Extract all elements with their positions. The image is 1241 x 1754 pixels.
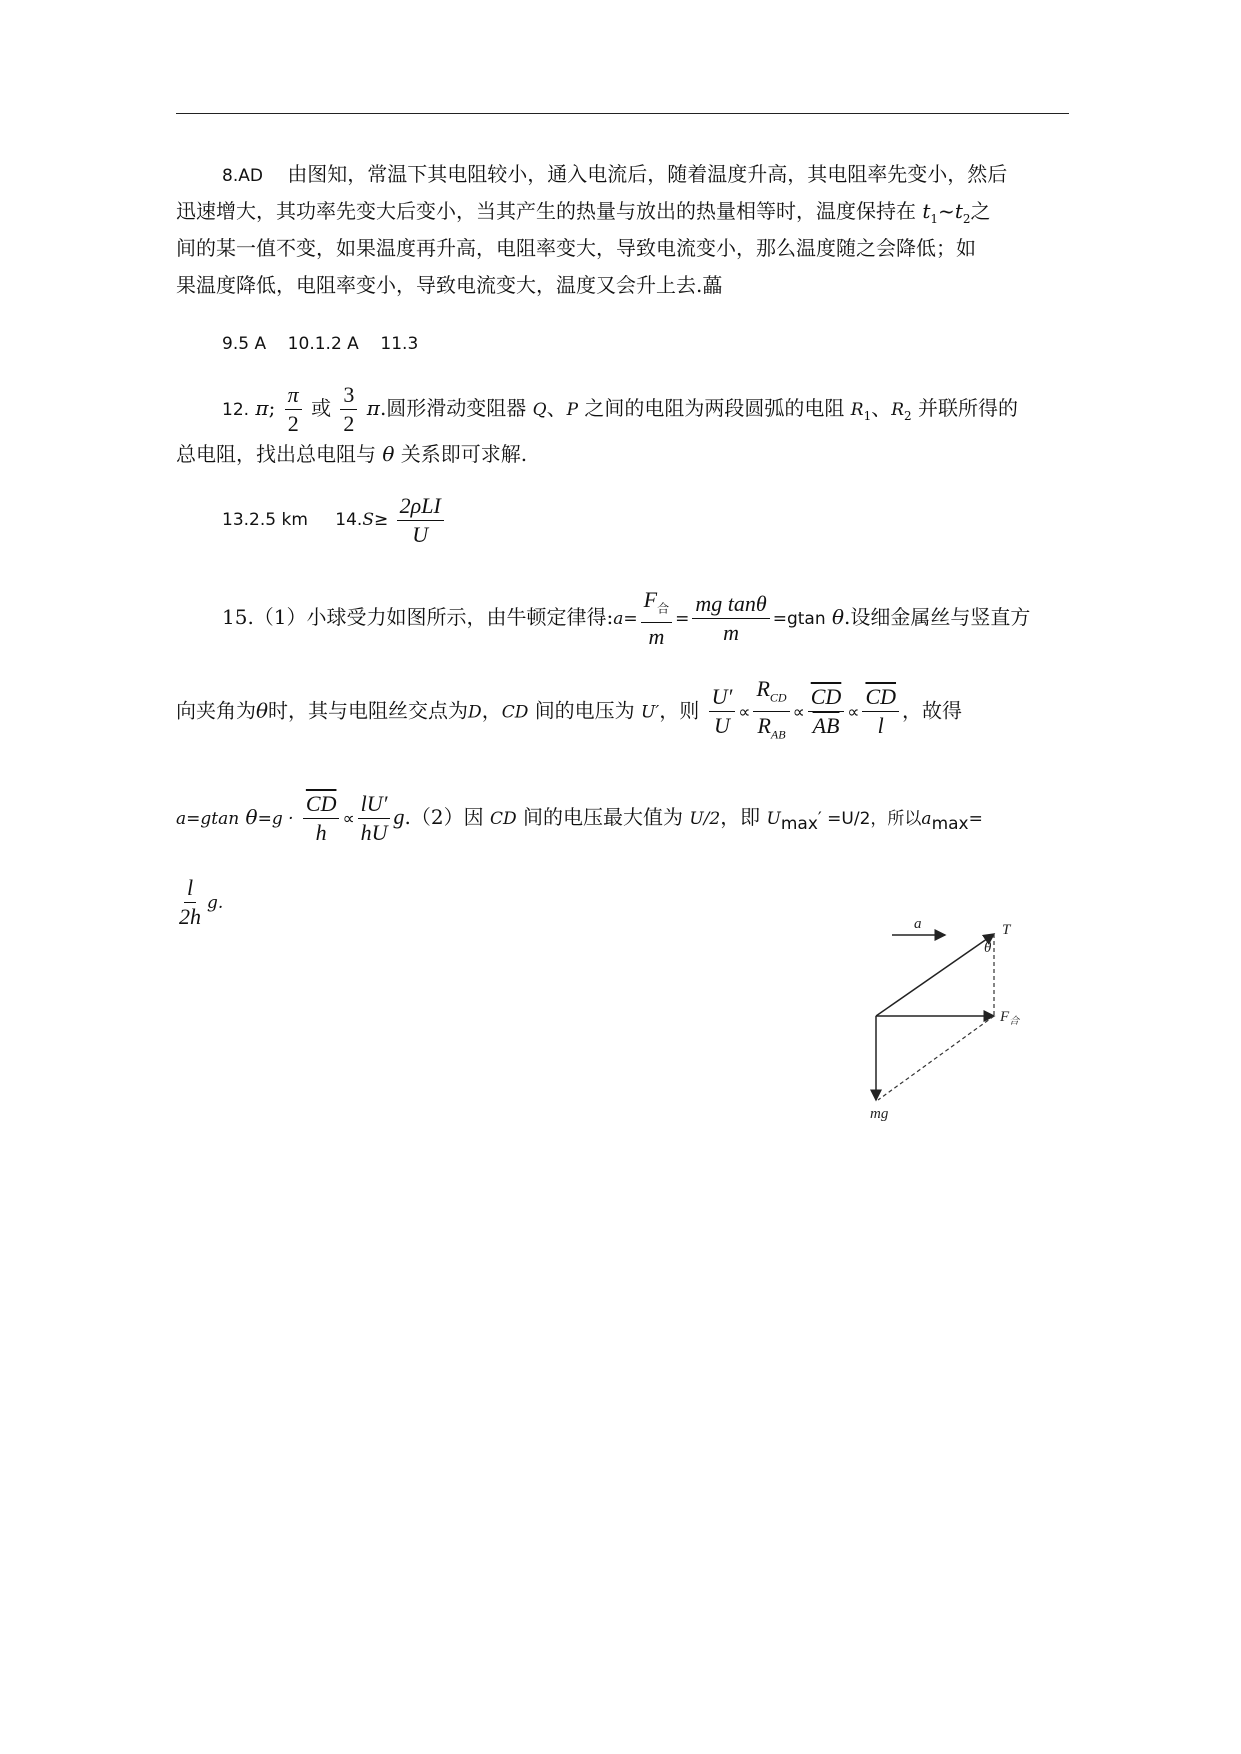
frac-numerator: π xyxy=(285,381,302,410)
answer-12-text-2b: 关系即可求解. xyxy=(400,442,528,466)
answer-15-line-4 xyxy=(176,866,223,938)
symbol-U: U xyxy=(766,809,781,829)
frac-numerator: l xyxy=(184,874,196,903)
t2-subscript: 2 xyxy=(962,212,971,226)
frac-denominator: U xyxy=(714,713,730,739)
answers-9-11: 9.5 A 10.1.2 A 11.3 xyxy=(222,334,419,354)
frac-denominator: hU xyxy=(360,820,388,845)
t1-subscript: 1 xyxy=(930,212,939,226)
frac-numerator: $\overline{CD}$ xyxy=(303,790,340,819)
frac-denominator: h xyxy=(315,820,327,845)
symbol-D: D xyxy=(468,702,482,723)
t1-symbol: t xyxy=(922,199,931,223)
answer-8-text-2b: 之 xyxy=(970,199,991,223)
fraction-CD-over-h xyxy=(303,790,340,847)
frac-denominator: l xyxy=(877,713,884,739)
answers-13-14 xyxy=(222,490,447,550)
frac-denominator: U xyxy=(412,521,429,547)
answer-15-text-3a: .（2）因 xyxy=(404,805,484,829)
frac-denominator: 2 xyxy=(343,411,355,436)
subscript-max: max xyxy=(931,814,969,834)
answer-15-text-2c: 间的电压为 xyxy=(534,698,635,723)
separator: 、 xyxy=(871,396,892,420)
proportional-symbol: ∝ xyxy=(792,702,805,723)
answer-8-text-2: 迅速增大，其功率先变大后变小，当其产生的热量与放出的热量相等时，温度保持在 xyxy=(176,199,916,223)
subscript: CD xyxy=(769,690,787,705)
fraction-F-over-m xyxy=(641,586,672,651)
geq-symbol: ≥ xyxy=(374,510,389,530)
frac-numerator: $\overline{CD}$ xyxy=(862,683,899,712)
fraction-2rhoLI-over-U xyxy=(397,492,444,549)
symbol-Q: Q xyxy=(532,400,547,420)
fraction-3-over-2 xyxy=(340,381,357,438)
answer-8-line-4 xyxy=(176,271,722,299)
answer-15-line-1 xyxy=(222,585,1030,651)
answer-15-text-3c: ，即 xyxy=(720,805,761,829)
answer-12-text-a: .圆形滑动变阻器 xyxy=(379,396,527,420)
answer-12-line-1 xyxy=(222,378,1018,446)
frac-numerator: U′ xyxy=(709,683,736,712)
dashed-diagonal xyxy=(878,1016,994,1100)
subscript: 1 xyxy=(863,409,872,423)
U-half: U/2 xyxy=(689,809,721,829)
answer-8-number: 8.AD xyxy=(222,166,263,186)
proportional-symbol: ∝ xyxy=(847,702,860,723)
answer-12-number: 12. xyxy=(222,400,250,420)
label-F-sub: 合 xyxy=(1009,1016,1020,1027)
frac-numerator: $\overline{CD}$ xyxy=(808,683,845,712)
tension-arrow xyxy=(876,934,994,1016)
a-equals-gtan: a=gtan xyxy=(176,809,240,829)
force-diagram xyxy=(860,880,1080,1130)
fraction-Uprime-over-U xyxy=(709,683,736,740)
fraction-RCD-over-RAB xyxy=(753,675,789,749)
answer-14-number: 14. xyxy=(335,510,363,530)
fraction-mgtan-over-m xyxy=(692,590,769,647)
answer-15-line-3 xyxy=(176,782,983,859)
frac-denominator: m xyxy=(648,624,665,650)
comma: ， xyxy=(481,698,502,723)
frac-denominator: R xyxy=(757,713,771,739)
theta-symbol: θ xyxy=(382,442,395,466)
answer-12-line-2 xyxy=(176,440,527,468)
symbol-U-prime: U′ xyxy=(641,702,660,723)
pi-symbol: π xyxy=(255,396,269,420)
frac-numerator: F xyxy=(643,586,658,612)
answer-8-line-1 xyxy=(222,160,1007,190)
answer-13: 13.2.5 km xyxy=(222,510,308,530)
answer-8-text-1: 由图知，常温下其电阻较小，通入电流后，随着温度升高，其电阻率先变小，然后 xyxy=(287,162,1008,186)
answer-15-text-2a: 向夹角为 xyxy=(176,698,256,723)
answer-15-text-3b: 间的电压最大值为 xyxy=(522,805,683,829)
symbol-R2: R xyxy=(891,400,905,420)
answer-12-text-2a: 总电阻，找出总电阻与 xyxy=(176,442,376,466)
symbol-R1: R xyxy=(850,400,864,420)
fraction-CD-over-AB xyxy=(808,683,845,740)
symbol-g: g xyxy=(393,804,405,829)
frac-numerator: R xyxy=(756,676,770,701)
subscript: 合 xyxy=(657,601,670,616)
answer-15-text-3d: ′ =U/2，所以 xyxy=(817,809,922,829)
subscript-max: max xyxy=(780,814,818,834)
header-rule xyxy=(176,113,1069,114)
answer-8-line-3 xyxy=(176,234,976,262)
symbol-CD: CD xyxy=(489,809,517,829)
label-a: a xyxy=(914,916,922,932)
fraction-lUprime-over-hU xyxy=(358,790,391,847)
or-word: 或 xyxy=(311,396,332,420)
frac-denominator: 2 xyxy=(287,411,299,436)
proportional-symbol: ∝ xyxy=(738,702,751,723)
frac-numerator: 2ρLI xyxy=(397,492,444,521)
symbol-a: a xyxy=(921,809,932,829)
fraction-pi-over-2 xyxy=(285,381,302,438)
equals: = xyxy=(968,809,983,829)
t2-symbol: t xyxy=(954,199,963,223)
subscript: AB xyxy=(770,727,786,742)
theta-symbol: θ xyxy=(245,805,258,829)
answer-15-text-2b: 时，其与电阻丝交点为 xyxy=(268,698,469,723)
answer-15-tail-1: .设细金属丝与竖直方 xyxy=(844,605,1031,629)
fraction-l-over-2h xyxy=(176,874,204,931)
label-mg: mg xyxy=(870,1106,889,1122)
gtan: =gtan xyxy=(772,609,826,629)
symbol-CD: CD xyxy=(501,702,529,723)
frac-denominator: 2h xyxy=(179,904,201,929)
label-theta: θ xyxy=(984,940,992,956)
frac-numerator: mg tanθ xyxy=(692,590,769,619)
answer-8-text-4: 果温度降低，电阻率变小，导致电流变大，温度又会升上去.藟 xyxy=(176,273,723,297)
equals: = xyxy=(675,609,690,629)
frac-numerator: 3 xyxy=(340,381,357,410)
fraction-CD-over-l xyxy=(862,683,899,740)
equals-g-dot: =g · xyxy=(257,809,294,829)
separator: 、 xyxy=(546,396,567,420)
pi-symbol: π xyxy=(366,396,380,420)
answer-15-text-2d: ，则 xyxy=(659,698,700,723)
proportional-symbol: ∝ xyxy=(342,809,355,829)
label-T: T xyxy=(1002,922,1011,938)
symbol-S: S xyxy=(362,510,374,530)
label-F xyxy=(999,1009,1020,1027)
label-F-main: F xyxy=(1000,1009,1010,1025)
tilde: ~ xyxy=(938,199,955,223)
frac-denominator: m xyxy=(723,620,739,645)
theta-symbol: θ xyxy=(256,698,269,723)
a-equals: a= xyxy=(613,609,638,629)
answer-15-line-2 xyxy=(176,675,962,749)
frac-numerator: lU′ xyxy=(358,790,391,819)
subscript: 2 xyxy=(904,409,912,423)
answer-12-text-c: 并联所得的 xyxy=(918,396,1019,420)
theta-symbol: θ xyxy=(831,605,845,629)
answer-15-lead: 15.（1）小球受力如图所示，由牛顿定律得: xyxy=(222,605,614,629)
answer-12-text-b: 之间的电阻为两段圆弧的电阻 xyxy=(584,396,845,420)
semicolon: ; xyxy=(268,396,276,420)
g-period: g. xyxy=(207,893,224,913)
answer-8-text-3: 间的某一值不变，如果温度再升高，电阻率变大，导致电流变小，那么温度随之会降低；如 xyxy=(176,236,976,260)
frac-denominator: AB xyxy=(812,713,840,739)
symbol-P: P xyxy=(566,400,579,420)
answer-15-text-2e: ，故得 xyxy=(902,698,963,723)
answer-8-line-2 xyxy=(176,197,991,233)
